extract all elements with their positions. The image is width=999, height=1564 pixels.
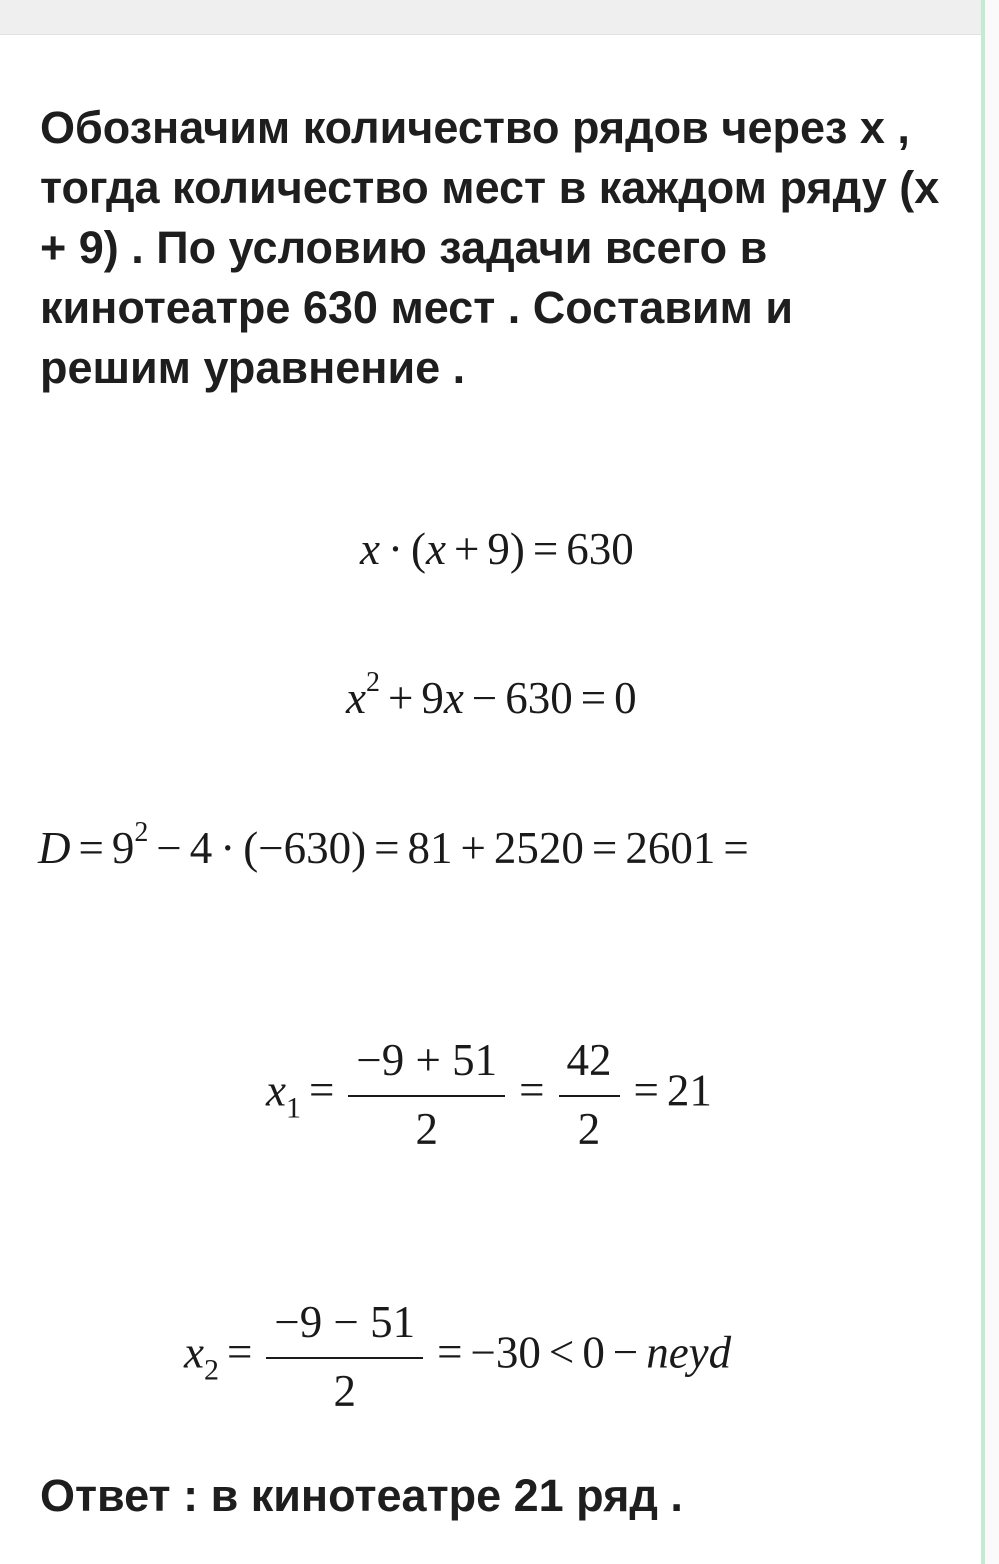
root2-minus: − bbox=[612, 1327, 639, 1378]
eq2-term-coef: 9 bbox=[421, 673, 444, 723]
disc-square: 2 bbox=[134, 817, 149, 848]
disc-c: 2601 bbox=[625, 823, 716, 873]
root1-subscript: 1 bbox=[285, 1091, 301, 1125]
root2-fraction bbox=[266, 1297, 423, 1416]
root-2-line bbox=[184, 1297, 732, 1416]
root1-eq-2: = bbox=[519, 1065, 545, 1116]
equation-2 bbox=[346, 667, 637, 723]
eq2-term-var: x bbox=[443, 673, 464, 723]
root1-denominator-2: 2 bbox=[577, 1104, 601, 1154]
eq2-equals: = bbox=[580, 673, 607, 723]
right-accent-bar bbox=[981, 0, 985, 1564]
disc-base: 9 bbox=[111, 823, 135, 873]
root2-denominator: 2 bbox=[333, 1366, 356, 1416]
disc-eq-1: = bbox=[78, 823, 104, 873]
discriminant-line bbox=[38, 817, 757, 873]
root1-value: 21 bbox=[666, 1065, 712, 1116]
root2-eq-1: = bbox=[226, 1327, 253, 1378]
root1-fraction-1 bbox=[348, 1035, 505, 1154]
disc-eq-4: = bbox=[723, 823, 749, 873]
disc-paren: (−630) bbox=[243, 823, 367, 873]
right-edge bbox=[985, 0, 999, 1564]
root2-eq-2: = bbox=[437, 1327, 463, 1378]
eq1-var-x: x bbox=[360, 524, 380, 574]
eq1-rparen: ) bbox=[509, 524, 525, 574]
root2-zero: 0 bbox=[582, 1327, 605, 1378]
eq1-var-x2: x bbox=[425, 524, 446, 574]
eq2-minus: − bbox=[471, 673, 498, 723]
disc-four: 4 bbox=[189, 823, 213, 873]
root1-numerator-2: 42 bbox=[559, 1038, 620, 1097]
eq1-lparen: ( bbox=[410, 524, 426, 574]
eq2-rhs: 0 bbox=[614, 673, 637, 723]
answer-text: Ответ : в кинотеатре 21 ряд . bbox=[40, 1470, 683, 1521]
root2-var-x: x bbox=[184, 1327, 204, 1378]
root2-value: −30 bbox=[470, 1327, 541, 1378]
eq1-nine: 9 bbox=[487, 524, 510, 574]
root2-less-than: < bbox=[548, 1327, 575, 1378]
disc-minus: − bbox=[156, 823, 182, 873]
root1-denominator-1: 2 bbox=[415, 1104, 438, 1154]
disc-plus: + bbox=[460, 823, 486, 873]
eq1-dot: · bbox=[387, 524, 403, 574]
eq2-constant: 630 bbox=[505, 673, 573, 723]
eq2-var-x: x bbox=[346, 673, 366, 723]
eq1-rhs: 630 bbox=[566, 524, 634, 574]
disc-d: D bbox=[38, 823, 71, 873]
root1-numerator-1: −9 + 51 bbox=[348, 1038, 505, 1097]
eq2-square: 2 bbox=[365, 667, 380, 698]
root1-eq-1: = bbox=[308, 1065, 335, 1116]
root2-subscript: 2 bbox=[203, 1353, 219, 1387]
top-strip bbox=[0, 0, 999, 35]
eq2-plus: + bbox=[387, 673, 414, 723]
disc-b: 2520 bbox=[493, 823, 584, 873]
root2-note: neyd bbox=[646, 1327, 732, 1378]
root-1-line bbox=[266, 1035, 712, 1154]
eq1-plus: + bbox=[453, 524, 480, 574]
root1-fraction-2 bbox=[559, 1035, 620, 1154]
root1-eq-3: = bbox=[633, 1065, 659, 1116]
eq1-equals: = bbox=[532, 524, 559, 574]
root2-numerator: −9 − 51 bbox=[266, 1300, 423, 1359]
disc-dot: · bbox=[220, 823, 236, 873]
intro-text: Обозначим количество рядов через х , тогда количество мест в каждом ряду (х + 9) . По условию задачи всего в кинотеатре 630 мест . Составим и решим уравнение . bbox=[40, 102, 940, 393]
disc-a: 81 bbox=[407, 823, 453, 873]
disc-eq-2: = bbox=[374, 823, 400, 873]
root1-var-x: x bbox=[266, 1065, 286, 1116]
disc-eq-3: = bbox=[591, 823, 618, 873]
equation-1 bbox=[360, 524, 634, 574]
